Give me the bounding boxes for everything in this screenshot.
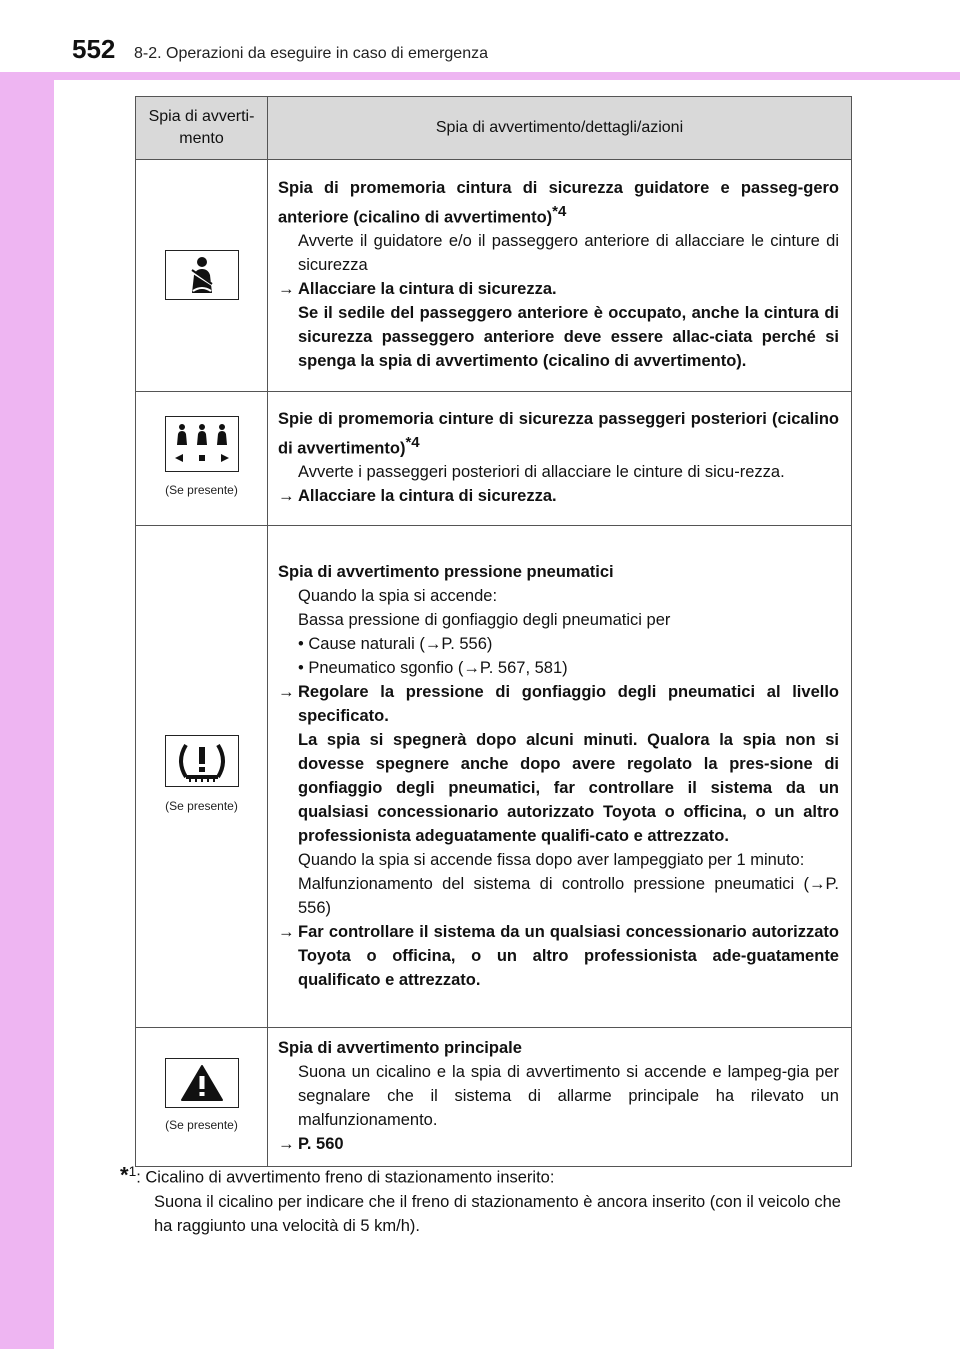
table-header-row <box>136 97 852 160</box>
action-text: Allacciare la cintura di sicurezza. <box>298 280 557 299</box>
title-text: Spia di promemoria cintura di sicurezza guidatore e passeg-gero anteriore (cicalino di avvertimento) <box>278 178 839 227</box>
tire-pressure-icon <box>165 735 239 787</box>
footnote-mark: * <box>120 1162 129 1188</box>
title-footnote-ref: *4 <box>552 202 567 220</box>
row-title: Spia di avvertimento pressione pneumatici <box>278 562 614 581</box>
icon-cell <box>136 526 268 1028</box>
row-title <box>278 176 839 230</box>
action-text: P. 560 <box>298 1135 344 1153</box>
row-title <box>278 407 839 461</box>
row-text: Avverte i passeggeri posteriori di allacciare le cinture di sicu-rezza. <box>298 463 785 482</box>
row-action <box>278 1132 839 1156</box>
row-action-detail: Se il sedile del passeggero anteriore è occupato, anche la cintura di sicurezza passeggero anteriore deve essere allac-ciata perché si spenga la spia di avvertimento (cicalino di avvertimento). <box>298 304 839 371</box>
seatbelt-icon <box>165 250 239 300</box>
icon-cell <box>136 392 268 526</box>
table-row <box>136 526 852 1028</box>
warning-lights-table <box>135 96 852 1167</box>
action-text: Allacciare la cintura di sicurezza. <box>298 487 557 506</box>
rear-seatbelt-icon <box>165 416 239 472</box>
master-warning-icon <box>165 1058 239 1108</box>
title-footnote-ref: *4 <box>405 433 420 451</box>
availability-note: (Se presente) <box>165 1117 238 1132</box>
row-text: Suona un cicalino e la spia di avvertimento si accende e lampeg-gia per segnalare che il sistema di allarme principale ha rilevato un malfunzionamento. <box>298 1063 839 1129</box>
list-item: • Pneumatico sgonfio (→P. 567, 581) <box>298 658 568 677</box>
arrow-icon: → <box>278 922 295 941</box>
table-row <box>136 392 852 526</box>
row-text: Bassa pressione di gonfiaggio degli pneumatici per <box>298 610 671 629</box>
icon-cell <box>136 160 268 392</box>
arrow-icon: → <box>278 1135 295 1153</box>
row-title: Spia di avvertimento principale <box>278 1039 522 1057</box>
table-row <box>136 1028 852 1167</box>
desc-cell <box>268 392 852 526</box>
row-action <box>278 484 839 508</box>
title-text: Spie di promemoria cinture di sicurezza passeggeri posteriori (cicalino di avvertimento) <box>278 409 839 458</box>
header-desc-column: Spia di avvertimento/dettagli/azioni <box>268 97 852 160</box>
availability-note: (Se presente) <box>165 482 238 497</box>
arrow-icon: → <box>278 682 295 701</box>
page-number: 552 <box>72 34 116 64</box>
table-row <box>136 160 852 392</box>
row-text: Quando la spia si accende fissa dopo aver lampeggiato per 1 minuto: <box>298 850 805 869</box>
row-action <box>278 277 839 301</box>
availability-note: (Se presente) <box>165 799 238 813</box>
footnote-line1 <box>120 1160 860 1190</box>
row-action <box>278 680 839 728</box>
arrow-icon: → <box>278 280 295 299</box>
icon-cell <box>136 1028 268 1167</box>
header-icon-column <box>136 97 268 160</box>
footnote-text: : Cicalino di avvertimento freno di stazionamento inserito: <box>136 1168 555 1187</box>
section-title: 8-2. Operazioni da eseguire in caso di emergenza <box>134 45 488 62</box>
desc-cell <box>268 1028 852 1167</box>
header-rule <box>0 72 960 80</box>
footnote-line2: Suona il cicalino per indicare che il freno di stazionamento è ancora inserito (con il veicolo che ha raggiunto una velocità di 5 km/h). <box>154 1192 841 1235</box>
action-text: Regolare la pressione di gonfiaggio degli pneumatici al livello specificato. <box>298 682 839 725</box>
side-color-band <box>0 0 54 1349</box>
header-icon-line1: Spia di avverti- <box>148 108 255 125</box>
row-action-detail: La spia si spegnerà dopo alcuni minuti. Qualora la spia non si dovesse spegnere anche dopo avere regolato la pres-sione di gonfiaggio degli pneumatici, far controllare il sistema da un qualsiasi concessionario autorizzato Toyota o officina, o un altro professionista adeguatamente qualifi-cato e attrezzato. <box>298 730 839 845</box>
list-item: • Cause naturali (→P. 556) <box>298 634 493 653</box>
row-action <box>278 920 839 992</box>
arrow-icon: → <box>278 487 295 506</box>
action-text: Far controllare il sistema da un qualsiasi concessionario autorizzato Toyota o officina, o un altro professionista ade-guatamente qualificato e attrezzato. <box>298 922 839 989</box>
row-text: Malfunzionamento del sistema di controllo pressione pneumatici (→P. 556) <box>298 874 839 917</box>
footnote <box>120 1160 860 1238</box>
row-text: Avverte il guidatore e/o il passeggero anteriore di allacciare le cinture di sicurezza <box>298 232 839 275</box>
desc-cell <box>268 160 852 392</box>
header-icon-line2: mento <box>179 130 224 147</box>
footnote-number: 1 <box>128 1164 137 1179</box>
row-text: Quando la spia si accende: <box>298 586 498 605</box>
desc-cell <box>268 526 852 1028</box>
